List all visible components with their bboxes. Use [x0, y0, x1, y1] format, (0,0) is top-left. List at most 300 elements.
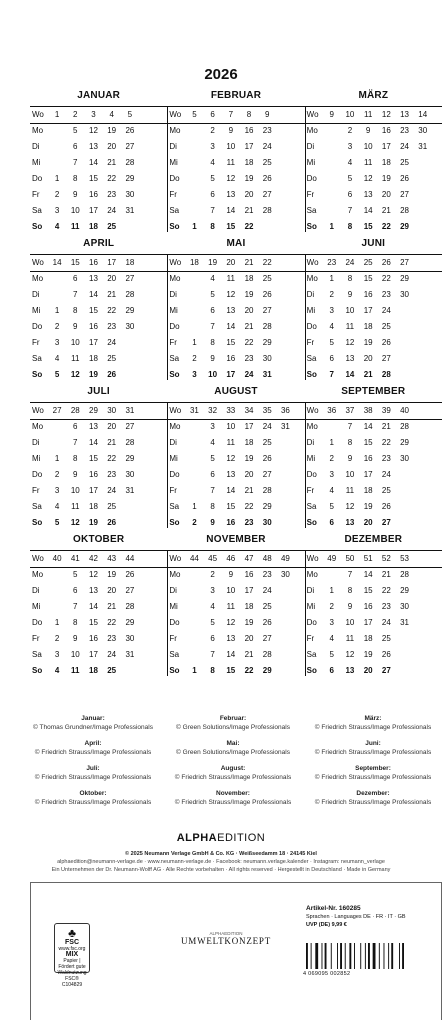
day-cell: 14 [226, 650, 236, 659]
day-cell: 21 [381, 422, 391, 431]
credit-text: © Green Solutions/Image Professionals [176, 749, 290, 756]
day-cell: 12 [226, 290, 236, 299]
day-cell: 8 [210, 222, 215, 231]
day-cell: 23 [244, 354, 254, 363]
day-cell: 18 [89, 354, 98, 363]
day-cell: 5 [54, 518, 60, 527]
day-cell: 27 [125, 142, 135, 151]
day-cell: 9 [73, 322, 78, 331]
month-divider [305, 254, 306, 380]
week-number: 36 [280, 406, 290, 415]
week-number: 4 [109, 110, 114, 119]
week-number: 32 [208, 406, 218, 415]
week-label: Wo [306, 554, 319, 563]
weekday-label: Do [306, 470, 317, 479]
day-cell: 19 [244, 454, 254, 463]
day-cell: 30 [262, 518, 272, 527]
week-number-row [30, 402, 167, 420]
day-cell: 17 [226, 370, 236, 379]
day-cell: 27 [262, 634, 272, 643]
day-cell: 30 [280, 570, 290, 579]
day-cell: 30 [262, 354, 272, 363]
credit-text: © Friedrich Strauss/Image Professionals [314, 724, 432, 731]
weekday-label: Mo [306, 422, 318, 431]
weekday-label: Di [306, 438, 315, 447]
weekday-label: Mi [32, 158, 41, 167]
day-cell: 23 [244, 518, 254, 527]
day-cell: 6 [73, 422, 78, 431]
day-cell: 24 [107, 486, 117, 495]
day-cell: 14 [89, 438, 98, 447]
week-number: 2 [73, 110, 78, 119]
day-cell: 20 [107, 586, 117, 595]
day-cell: 13 [226, 190, 236, 199]
week-number: 7 [228, 110, 234, 119]
credit-text: © Friedrich Strauss/Image Professionals [314, 749, 432, 756]
month-mai [167, 234, 304, 382]
day-cell: 29 [400, 222, 409, 231]
day-cell: 23 [400, 126, 409, 135]
day-cell: 15 [89, 618, 98, 627]
week-number: 49 [327, 554, 337, 563]
day-cell: 20 [244, 634, 254, 643]
day-cell: 17 [363, 306, 373, 315]
day-cell: 20 [363, 354, 373, 363]
credit-month: Mai: [226, 740, 240, 747]
day-cell: 10 [70, 650, 80, 659]
day-cell: 8 [73, 174, 78, 183]
fsc-code: FSC® C104829 [61, 976, 83, 988]
day-cell: 30 [400, 602, 409, 611]
day-cell: 29 [262, 666, 272, 675]
weekday-label: Mo [32, 126, 44, 135]
week-number: 36 [327, 406, 337, 415]
logo-bold: ALPHA [176, 832, 218, 844]
week-number-row [30, 106, 167, 124]
weekday-label: So [32, 370, 43, 379]
day-cell: 17 [244, 142, 254, 151]
credit-text: © Thomas Grundner/Image Professionals [33, 724, 153, 731]
day-cell: 30 [125, 634, 135, 643]
week-number: 14 [418, 110, 428, 119]
day-cell: 13 [363, 190, 373, 199]
day-cell: 11 [71, 354, 80, 363]
day-cell: 4 [210, 602, 215, 611]
day-cell: 16 [363, 454, 373, 463]
weekday-label: Mi [306, 306, 316, 315]
day-cell: 3 [210, 586, 215, 595]
day-cell: 15 [89, 306, 98, 315]
day-cell: 1 [192, 666, 197, 675]
day-cell: 27 [381, 354, 391, 363]
week-number: 43 [107, 554, 117, 563]
day-cell: 12 [70, 518, 80, 527]
day-cell: 15 [89, 174, 98, 183]
week-number: 47 [244, 554, 254, 563]
day-cell: 6 [73, 586, 78, 595]
day-cell: 6 [210, 190, 215, 199]
day-cell: 26 [125, 570, 135, 579]
day-cell: 8 [347, 222, 353, 231]
weekday-label: So [306, 222, 317, 231]
weekday-label: So [306, 518, 317, 527]
credit-month: September: [355, 765, 391, 772]
day-cell: 1 [192, 338, 197, 347]
week-number: 52 [381, 554, 391, 563]
day-cell: 2 [210, 570, 215, 579]
day-cell: 8 [210, 666, 215, 675]
day-cell: 3 [329, 618, 334, 627]
weekday-label: Mo [169, 274, 181, 283]
day-cell: 19 [244, 618, 254, 627]
day-cell: 28 [381, 370, 391, 379]
day-cell: 4 [54, 222, 60, 231]
day-cell: 27 [262, 306, 272, 315]
day-cell: 29 [400, 586, 409, 595]
week-number: 30 [107, 406, 117, 415]
credit-month: Februar: [219, 715, 247, 722]
day-cell: 21 [244, 322, 254, 331]
week-number: 18 [125, 258, 135, 267]
weekday-label: Mo [32, 274, 44, 283]
day-cell: 6 [329, 518, 334, 527]
day-cell: 9 [73, 470, 78, 479]
day-cell: 28 [400, 422, 409, 431]
day-cell: 22 [381, 274, 391, 283]
day-cell: 30 [400, 454, 409, 463]
day-cell: 19 [107, 570, 117, 579]
day-cell: 22 [107, 306, 117, 315]
day-cell: 15 [226, 338, 236, 347]
day-cell: 17 [89, 206, 98, 215]
month-dezember [305, 530, 442, 678]
day-cell: 17 [89, 650, 98, 659]
day-cell: 7 [210, 206, 215, 215]
day-cell: 2 [54, 190, 60, 199]
day-cell: 16 [89, 470, 98, 479]
day-cell: 22 [244, 222, 254, 231]
weekday-label: Fr [32, 338, 40, 347]
day-cell: 24 [381, 470, 391, 479]
day-cell: 10 [345, 618, 355, 627]
weekday-label: Mi [32, 306, 41, 315]
week-number: 48 [262, 554, 272, 563]
day-cell: 11 [363, 158, 373, 167]
day-cell: 19 [381, 174, 391, 183]
day-cell: 24 [400, 142, 409, 151]
week-number-row [167, 550, 304, 568]
day-cell: 22 [244, 502, 254, 511]
weekday-label: Mi [306, 602, 316, 611]
week-number: 20 [226, 258, 236, 267]
day-cell: 2 [210, 126, 215, 135]
week-number: 22 [262, 258, 272, 267]
week-number: 46 [226, 554, 236, 563]
day-cell: 19 [363, 338, 373, 347]
day-cell: 9 [347, 454, 353, 463]
week-number-row [305, 106, 442, 124]
weekday-label: Mi [169, 158, 178, 167]
week-number-row [305, 402, 442, 420]
day-cell: 26 [381, 502, 391, 511]
day-cell: 25 [107, 502, 117, 511]
month-divider [167, 550, 168, 676]
day-cell: 25 [381, 634, 391, 643]
article-info [306, 905, 426, 929]
day-cell: 12 [89, 126, 98, 135]
day-cell: 27 [262, 190, 272, 199]
day-cell: 9 [210, 354, 215, 363]
weekday-label: Mi [169, 306, 178, 315]
weekday-label: So [306, 666, 317, 675]
day-cell: 8 [210, 338, 215, 347]
day-cell: 26 [400, 174, 409, 183]
day-cell: 19 [363, 650, 373, 659]
fsc-desc: Papier | Fördert gute Waldnutzung [57, 958, 87, 976]
day-cell: 6 [329, 354, 334, 363]
day-cell: 29 [125, 174, 135, 183]
month-name: APRIL [83, 238, 115, 249]
day-cell: 24 [107, 206, 117, 215]
week-number-row [30, 254, 167, 272]
week-number: 5 [192, 110, 197, 119]
weekday-label: So [32, 222, 43, 231]
month-divider [305, 106, 306, 232]
day-cell: 30 [125, 470, 135, 479]
day-cell: 26 [262, 174, 272, 183]
day-cell: 9 [73, 190, 78, 199]
day-cell: 31 [125, 650, 135, 659]
calendar-grid [30, 86, 442, 678]
weekday-label: Di [32, 142, 40, 151]
day-cell: 27 [381, 518, 391, 527]
credit-text: © Friedrich Strauss/Image Professionals [174, 774, 292, 781]
weekday-label: Di [32, 290, 40, 299]
month-märz [305, 86, 442, 234]
day-cell: 19 [244, 290, 254, 299]
week-number: 5 [127, 110, 133, 119]
week-number: 34 [244, 406, 254, 415]
day-cell: 8 [347, 274, 353, 283]
month-name: SEPTEMBER [341, 386, 406, 397]
day-cell: 28 [400, 206, 409, 215]
weekday-label: Mo [306, 126, 318, 135]
day-cell: 5 [329, 338, 334, 347]
day-cell: 18 [89, 222, 98, 231]
day-cell: 7 [347, 570, 353, 579]
weekday-label: Di [306, 586, 315, 595]
day-cell: 6 [210, 470, 215, 479]
day-cell: 1 [54, 306, 60, 315]
day-cell: 30 [418, 126, 428, 135]
day-cell: 15 [363, 438, 373, 447]
day-cell: 7 [73, 158, 78, 167]
day-cell: 12 [89, 570, 98, 579]
day-cell: 12 [70, 370, 80, 379]
day-cell: 5 [347, 174, 353, 183]
day-cell: 3 [54, 650, 60, 659]
day-cell: 19 [363, 502, 373, 511]
day-cell: 21 [363, 370, 373, 379]
day-cell: 27 [262, 470, 272, 479]
week-label: Wo [169, 554, 182, 563]
day-cell: 15 [363, 274, 373, 283]
day-cell: 5 [73, 570, 78, 579]
day-cell: 4 [210, 438, 215, 447]
calendar-year: 2026 [204, 66, 238, 83]
umweltkonzept-main: UMWELTKONZEPT [180, 936, 272, 946]
week-number: 19 [208, 258, 218, 267]
day-cell: 25 [262, 274, 272, 283]
day-cell: 10 [226, 586, 236, 595]
day-cell: 8 [347, 586, 353, 595]
week-number: 31 [189, 406, 199, 415]
day-cell: 19 [89, 370, 98, 379]
week-label: Wo [32, 406, 44, 415]
day-cell: 8 [73, 454, 78, 463]
week-number: 16 [89, 258, 98, 267]
day-cell: 13 [345, 354, 355, 363]
weekday-label: So [306, 370, 317, 379]
day-cell: 26 [381, 338, 391, 347]
week-number: 50 [345, 554, 355, 563]
day-cell: 3 [54, 206, 60, 215]
month-divider [305, 550, 306, 676]
day-cell: 27 [381, 666, 391, 675]
day-cell: 13 [226, 470, 236, 479]
day-cell: 22 [107, 454, 117, 463]
credit-month: März: [364, 715, 382, 722]
day-cell: 16 [89, 190, 98, 199]
day-cell: 20 [244, 306, 254, 315]
credit-month: Juli: [86, 765, 100, 772]
month-name: FEBRUAR [210, 90, 262, 101]
day-cell: 27 [400, 190, 409, 199]
week-label: Wo [306, 406, 319, 415]
month-name: NOVEMBER [206, 534, 266, 545]
day-cell: 7 [73, 602, 78, 611]
day-cell: 13 [89, 422, 98, 431]
day-cell: 7 [210, 486, 215, 495]
day-cell: 25 [262, 602, 272, 611]
day-cell: 5 [329, 502, 334, 511]
weekday-label: Di [169, 438, 177, 447]
weekday-label: Mo [306, 570, 318, 579]
month-name: DEZEMBER [344, 534, 403, 545]
day-cell: 29 [262, 502, 272, 511]
month-name: JUNI [361, 238, 386, 249]
day-cell: 18 [363, 322, 373, 331]
month-name: JANUAR [77, 90, 121, 101]
week-number: 33 [226, 406, 236, 415]
credit-month: Dezember: [356, 790, 390, 797]
week-number: 9 [264, 110, 270, 119]
week-number: 11 [363, 110, 373, 119]
credit-text: © Friedrich Strauss/Image Professionals [174, 799, 292, 806]
day-cell: 8 [73, 306, 78, 315]
month-divider [305, 402, 306, 528]
day-cell: 17 [89, 486, 98, 495]
credit-item [18, 764, 168, 782]
day-cell: 28 [125, 158, 135, 167]
month-divider [167, 106, 168, 232]
day-cell: 10 [226, 142, 236, 151]
weekday-label: Fr [306, 338, 315, 347]
weekday-label: Do [32, 322, 43, 331]
day-cell: 23 [262, 570, 272, 579]
weekday-label: Sa [169, 502, 180, 511]
month-april [30, 234, 167, 382]
week-label: Wo [32, 258, 44, 267]
credit-item [298, 739, 442, 757]
week-label: Wo [32, 110, 44, 119]
weekday-label: Sa [169, 650, 180, 659]
weekday-label: Mi [169, 602, 178, 611]
weekday-label: Fr [169, 634, 177, 643]
day-cell: 5 [329, 650, 334, 659]
weekday-label: Do [306, 322, 317, 331]
day-cell: 1 [329, 586, 334, 595]
day-cell: 13 [345, 518, 355, 527]
weekday-label: So [169, 518, 180, 527]
day-cell: 14 [226, 486, 236, 495]
day-cell: 18 [244, 158, 254, 167]
fsc-site: www.fsc.org [58, 946, 86, 952]
day-cell: 5 [210, 174, 215, 183]
day-cell: 12 [345, 338, 355, 347]
week-number: 53 [400, 554, 409, 563]
week-number: 44 [125, 554, 135, 563]
day-cell: 15 [363, 222, 373, 231]
day-cell: 24 [381, 618, 391, 627]
day-cell: 20 [244, 190, 254, 199]
day-cell: 26 [262, 454, 272, 463]
day-cell: 2 [54, 322, 60, 331]
weekday-label: Sa [306, 502, 317, 511]
week-number-row [167, 254, 304, 272]
weekday-label: Di [169, 142, 177, 151]
weekday-label: Fr [306, 190, 315, 199]
day-cell: 24 [107, 338, 117, 347]
day-cell: 14 [89, 602, 98, 611]
day-cell: 23 [107, 322, 117, 331]
day-cell: 5 [210, 290, 215, 299]
day-cell: 4 [329, 322, 334, 331]
day-cell: 23 [381, 290, 391, 299]
credit-item [18, 789, 168, 807]
month-name: AUGUST [214, 386, 258, 397]
day-cell: 4 [54, 354, 60, 363]
fsc-logo [54, 923, 90, 988]
week-number-row [305, 254, 442, 272]
week-number: 13 [400, 110, 409, 119]
day-cell: 7 [73, 438, 78, 447]
day-cell: 14 [363, 570, 373, 579]
article-languages: Sprachen · Languages DE · FR · IT · GB [306, 914, 406, 920]
day-cell: 23 [107, 470, 117, 479]
day-cell: 29 [262, 338, 272, 347]
day-cell: 8 [347, 438, 353, 447]
day-cell: 10 [70, 338, 80, 347]
day-cell: 6 [329, 666, 334, 675]
week-number: 41 [70, 554, 80, 563]
day-cell: 28 [262, 486, 272, 495]
day-cell: 9 [365, 126, 371, 135]
day-cell: 23 [381, 602, 391, 611]
credit-item [298, 789, 442, 807]
weekday-label: Mi [32, 602, 41, 611]
credit-text: © Friedrich Strauss/Image Professionals [34, 774, 152, 781]
